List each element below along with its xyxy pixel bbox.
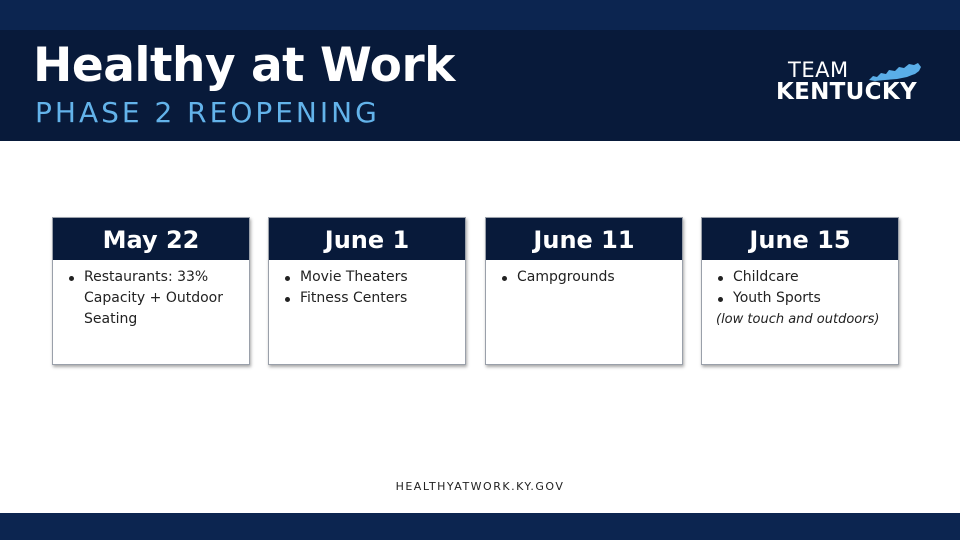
card-body: [53, 260, 249, 330]
footer-url: HEALTHYATWORK.KY.GOV: [395, 480, 565, 493]
phase-card-june-11: [485, 217, 683, 365]
phase-card-may-22: [52, 217, 250, 365]
card-body: [486, 260, 682, 288]
page-title: Healthy at Work: [33, 38, 455, 93]
top-color-strip: [0, 0, 960, 30]
card-item: Campgrounds: [500, 267, 672, 288]
page-subtitle: PHASE 2 REOPENING: [35, 96, 380, 129]
card-item: Youth Sports: [716, 288, 888, 309]
card-item-list: [716, 267, 888, 309]
card-date: May 22: [53, 218, 249, 260]
card-item: Childcare: [716, 267, 888, 288]
team-kentucky-logo: [776, 58, 926, 108]
card-date: June 15: [702, 218, 898, 260]
phase-card-june-1: [268, 217, 466, 365]
card-note: (low touch and outdoors): [716, 312, 880, 327]
card-item: Restaurants: 33% Capacity + Outdoor Seating: [67, 267, 239, 330]
card-item-list: [500, 267, 672, 288]
bottom-color-strip: [0, 513, 960, 540]
card-item-list: [67, 267, 239, 330]
card-item: Movie Theaters: [283, 267, 455, 288]
card-item-list: [283, 267, 455, 309]
card-item: Fitness Centers: [283, 288, 455, 309]
card-date: June 11: [486, 218, 682, 260]
card-body: [702, 260, 898, 330]
logo-team-text: TEAM: [788, 58, 849, 82]
logo-kentucky-text: KENTUCKY: [776, 79, 917, 105]
card-body: [269, 260, 465, 309]
card-date: June 1: [269, 218, 465, 260]
phase-card-june-15: [701, 217, 899, 365]
